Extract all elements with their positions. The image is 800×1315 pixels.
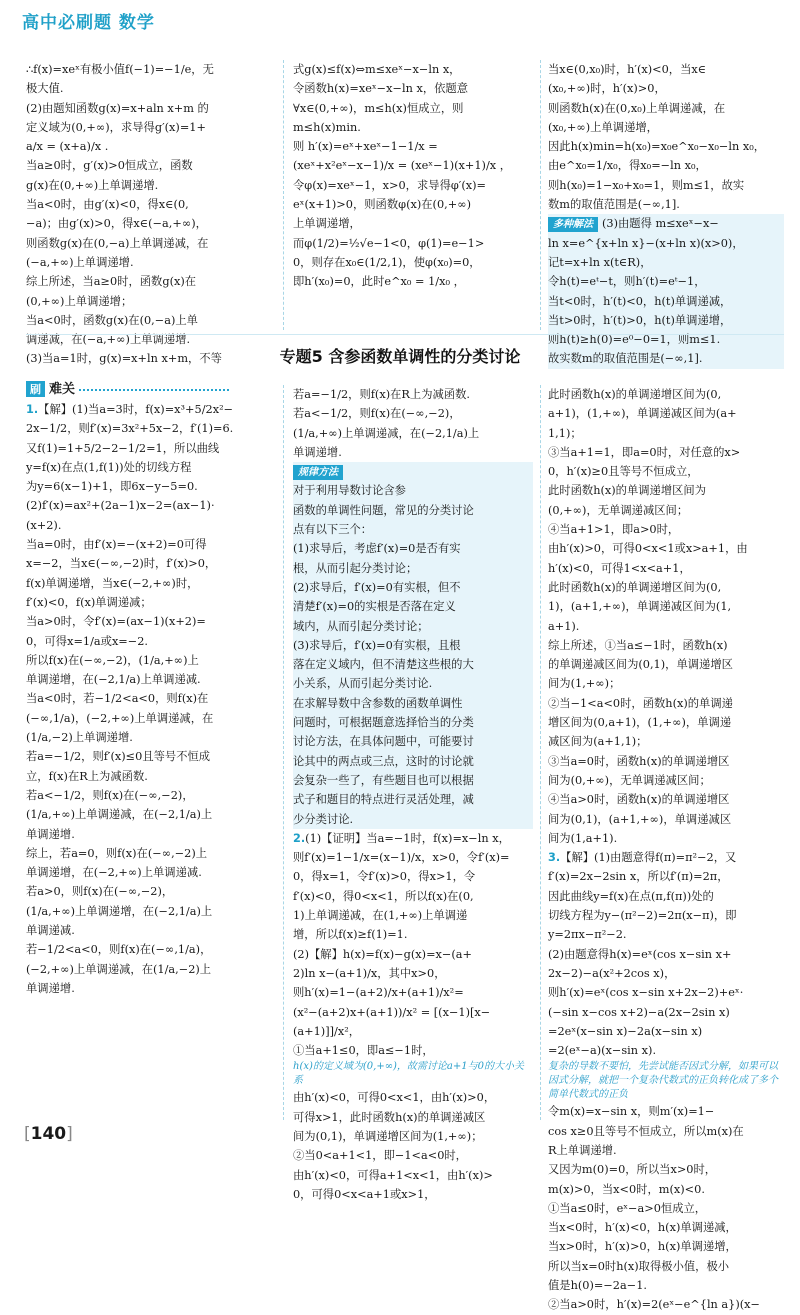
hard-label-text: 难关 xyxy=(49,382,76,397)
text-line: 点有以下三个： xyxy=(293,523,373,537)
question-number: 2. xyxy=(293,831,306,845)
text-line: 为y=6(x−1)+1，即6x−y−5=0. xyxy=(26,480,198,494)
text-line: (1/a,+∞)上单调递减，在(−2,1/a)上 xyxy=(26,808,213,822)
text-line: (0,+∞)上单调递增； xyxy=(26,294,133,308)
text-line: 单调递增. xyxy=(26,981,75,995)
text-line: (2)求导后，f′(x)=0有实根，但不 xyxy=(293,580,461,594)
text-line: (−2,+∞)上单调递减，在(1/a,−2)上 xyxy=(26,962,212,976)
text-line: 则h(t)≥h(0)=e⁰−0=1，则m≤1. xyxy=(548,333,721,347)
text-line: 0，可得0<x<a+1或x>1， xyxy=(293,1187,436,1201)
text-line: 此时函数h(x)的单调递增区间为 xyxy=(548,484,707,498)
text-line: 根，从而引起分类讨论； xyxy=(293,561,418,575)
text-line: (x²−(a+2)x+(a+1))/x² = [(x−1)[x−(a+1)]]/x²， xyxy=(293,1005,491,1038)
tip-note: 复杂的导数不要怕，先尝试能否因式分解，如果可以因式分解，就把一个复杂代数式的正负转化成了多个简单代数式的正负 xyxy=(548,1061,778,1101)
text-line: 单调递增. xyxy=(26,827,75,841)
text-line: f′(x)=2x−2sin x，所以f′(π)=2π， xyxy=(548,870,729,884)
question-number: 1. xyxy=(26,403,39,416)
text-line: 当a=0时，由f′(x)=−(x+2)=0可得 xyxy=(26,538,207,552)
text-line: 上单调递增， xyxy=(293,217,361,231)
text-line: (2)f′(x)=ax²+(2a−1)x−2=(ax−1)· xyxy=(26,499,215,513)
text-line: 可得x>1，此时函数h(x)的单调递减区 xyxy=(293,1110,486,1124)
text-line: 当x>0时，h′(x)>0，h(x)单调递增， xyxy=(548,1240,737,1254)
text-line: 0，得x=1，令f′(x)>0，得x>1，令 xyxy=(293,870,476,884)
text-line: 则函数g(x)在(0,−a)上单调递减，在 xyxy=(26,236,209,250)
column-divider xyxy=(540,385,541,1120)
text-line: 则f′(x)=1−1/x=(x−1)/x，x>0，令f′(x)= xyxy=(293,851,510,865)
text-line: 0，则存在x₀∈(1/2,1)，使φ(x₀)=0， xyxy=(293,255,481,269)
text-line: =2eˣ(x−sin x)−2a(x−sin x) xyxy=(548,1024,703,1038)
text-line: m(x)>0，当x<0时，m(x)<0. xyxy=(548,1182,705,1196)
text-line: 又因为m(0)=0，所以当x>0时， xyxy=(548,1163,717,1177)
text-line: f′(x)<0，f(x)单调递减； xyxy=(26,595,152,609)
text-line: (xeˣ+x²eˣ−x−1)/x = (xeˣ−1)(x+1)/x ， xyxy=(293,159,512,173)
text-line: 则函数h(x)在(0,x₀)上单调递减，在 xyxy=(548,101,726,115)
hard-label-mark: 刷 xyxy=(26,381,45,397)
text-line: 则h′(x)=1−(a+2)/x+(a+1)/x²= xyxy=(293,986,464,1000)
text-line: −a)；由g′(x)>0，得x∈(−a,+∞)， xyxy=(26,217,207,231)
text-line: (2)由题知函数g(x)=x+aln x+m 的 xyxy=(26,101,209,115)
text-line: 增区间为(0,a+1)，(1,+∞)，单调递 xyxy=(548,716,732,730)
hard-label xyxy=(26,378,229,397)
text-line: (−a,+∞)上单调递增. xyxy=(26,255,134,269)
text-line: 值是h(0)=−2a−1. xyxy=(548,1279,647,1293)
text-line: 2x−1/2，则f′(x)=3x²+5x−2，f′(1)=6. xyxy=(26,422,234,436)
text-line: (−∞,1/a)，(−2,+∞)上单调递减，在 xyxy=(26,711,214,725)
text-line: 0，h′(x)≥0且等号不恒成立， xyxy=(548,465,699,479)
tip-note: h(x)的定义域为(0,+∞)，故需讨论a+1与0的大小关系 xyxy=(293,1061,525,1087)
text-line: a/x = (x+a)/x . xyxy=(26,140,109,154)
page-number-value: 140 xyxy=(30,1124,67,1144)
text-line: ∴f(x)=xeˣ有极小值f(−1)=−1/e，无 xyxy=(26,63,214,76)
text-line: 清楚f′(x)=0的实根是否落在定义 xyxy=(293,600,456,614)
text-line: 当a<0时，函数g(x)在(0,−a)上单 xyxy=(26,313,198,327)
method-box xyxy=(293,462,533,829)
text-line: ln x=e^{x+ln x}−(x+ln x)(x>0)， xyxy=(548,236,744,250)
text-line: 式g(x)≤f(x)⇔m≤xeˣ−x−ln x， xyxy=(293,63,461,76)
text-line: 对于利用导数讨论含参 xyxy=(293,484,406,498)
text-line: eˣ(x+1)>0，则函数φ(x)在(0,+∞) xyxy=(293,198,472,212)
text-line: 记t=x+ln x(t∈R)， xyxy=(548,255,652,269)
section-title: 专题5 含参函数单调性的分类讨论 xyxy=(279,347,521,366)
text-line: 由h′(x)>0，可得0<x<1或x>a+1，由 xyxy=(548,542,748,556)
text-line: 由e^x₀=1/x₀，得x₀=−ln x₀， xyxy=(548,159,707,173)
text-line: 小关系，从而引起分类讨论. xyxy=(293,677,433,691)
text-line: 间为(0,+∞)，无单调递减区间； xyxy=(548,773,711,787)
text-line: 间为(1,a+1). xyxy=(548,831,618,845)
multi-solution-tag: 多种解法 xyxy=(548,217,598,232)
text-line: 当a>0时，令f′(x)=(ax−1)(x+2)= xyxy=(26,615,206,629)
text-line: 当x∈(0,x₀)时，h′(x)<0，当x∈ xyxy=(548,63,707,76)
text-line: ③当a=0时，函数h(x)的单调递增区 xyxy=(548,754,730,768)
text-line: 此时函数h(x)的单调递增区间为(0, xyxy=(548,388,722,401)
text-line: ④当a>0时，函数h(x)的单调递增区 xyxy=(548,793,730,807)
text-line: R上单调递增. xyxy=(548,1143,617,1157)
text-line: (3)求导后，f′(x)=0有实根，且根 xyxy=(293,638,461,652)
text-line: (3)当a=1时，g(x)=x+ln x+m，不等 xyxy=(26,352,222,366)
text-line: 令φ(x)=xeˣ−1，x>0，求导得φ′(x)= xyxy=(293,178,486,192)
text-line: 若a=−1/2，则f′(x)≤0且等号不恒成 xyxy=(26,750,211,764)
text-line: 则h(x₀)=1−x₀+x₀=1，则m≤1，故实 xyxy=(548,178,745,192)
text-line: 则h′(x)=eˣ(cos x−sin x+2x−2)+eˣ· xyxy=(548,986,744,1000)
text-line: cos x≥0且等号不恒成立，所以m(x)在 xyxy=(548,1124,744,1138)
text-line: (x₀,+∞)上单调递增， xyxy=(548,120,658,134)
top-column-1 xyxy=(26,60,274,369)
text-line: ③当a+1=1，即a=0时，对任意的x> xyxy=(548,445,741,459)
text-line: 若−1/2<a<0，则f(x)在(−∞,1/a)， xyxy=(26,943,212,957)
text-line: 若a<−1/2，则f(x)在(−∞,−2)， xyxy=(26,788,194,802)
text-line: 间为(0,1)，单调递增区间为(1,+∞)； xyxy=(293,1129,483,1143)
text-line: 单调递增. xyxy=(293,445,342,459)
text-line: 故实数m的取值范围是(−∞,1]. xyxy=(548,352,703,366)
text-line: ∀x∈(0,+∞)，m≤h(x)恒成立，则 xyxy=(293,101,464,115)
text-line: 1)，(a+1,+∞)，单调递减区间为(1, xyxy=(548,600,732,614)
text-line: ②当a>0时，h′(x)=2(eˣ−e^{ln a})(x− xyxy=(548,1298,760,1312)
text-line: 间为(1,+∞)； xyxy=(548,677,621,691)
text-line: 域内，从而引起分类讨论； xyxy=(293,619,429,633)
text-line: (1)求导后，考虑f′(x)=0是否有实 xyxy=(293,542,461,556)
text-line: 调递减，在(−a,+∞)上单调递增. xyxy=(26,333,191,347)
text-line: 若a<−1/2，则f(x)在(−∞,−2)， xyxy=(293,407,461,421)
text-line: 而φ(1/2)=½√e−1<0，φ(1)=e−1> xyxy=(293,236,485,250)
text-line: 3.【解】(1)由题意得f(π)=π²−2，又 xyxy=(548,851,737,865)
text-line: 数m的取值范围是(−∞,1]. xyxy=(548,198,680,212)
text-line: 讨论方法，在具体问题中，可能要讨 xyxy=(293,735,474,749)
text-line: 因此h(x)min=h(x₀)=x₀e^x₀−x₀−ln x₀， xyxy=(548,140,766,154)
multi-solution-text: (3)由题得 m≤xeˣ−x− xyxy=(602,217,719,231)
text-line: 由h′(x)<0，可得a+1<x<1，由h′(x)> xyxy=(293,1168,493,1182)
text-line: (x+2). xyxy=(26,518,62,532)
text-line: 综上所述，①当a≤−1时，函数h(x) xyxy=(548,638,728,652)
text-line: 2)ln x−(a+1)/x，其中x>0， xyxy=(293,966,446,980)
text-line: h′(x)<0，可得1<x<a+1， xyxy=(548,561,691,575)
text-line: (1/a,−2)上单调递增. xyxy=(26,731,133,745)
text-line: 问题时，可根据题意选择恰当的分类 xyxy=(293,716,474,730)
text-line: ④当a+1>1，即a>0时， xyxy=(548,523,680,537)
section-divider xyxy=(26,334,784,335)
text-line: 所以当x=0时h(x)取得极小值，极小 xyxy=(548,1259,730,1273)
text-line: 综上，若a=0，则f(x)在(−∞,−2)上 xyxy=(26,846,208,860)
text-line: y=2πx−π²−2. xyxy=(548,928,627,942)
text-line: 2.(1)【证明】当a=−1时，f(x)=x−ln x， xyxy=(293,831,510,845)
column-divider xyxy=(283,385,284,1120)
text-line: a+1). xyxy=(548,619,580,633)
column-3 xyxy=(548,385,784,1315)
text-line: 会复杂一些了，有些题目也可以根据 xyxy=(293,773,474,787)
text-line: f(x)单调递增，当x∈(−2,+∞)时， xyxy=(26,576,199,590)
text-line: 当x<0时，h′(x)<0，h(x)单调递减， xyxy=(548,1221,737,1235)
text-line: 由h′(x)<0，可得0<x<1，由h′(x)>0， xyxy=(293,1091,496,1105)
top-column-3 xyxy=(548,60,784,369)
text-line: 函数的单调性问题，常见的分类讨论 xyxy=(293,503,474,517)
text-line: g(x)在(0,+∞)上单调递增. xyxy=(26,178,159,192)
text-line: ②当0<a+1<1，即−1<a<0时， xyxy=(293,1149,467,1163)
text-line: 单调递增，在(−2,+∞)上单调递减. xyxy=(26,866,202,880)
text-line: 又f(1)=1+5/2−2−1/2=1，所以曲线 xyxy=(26,441,220,455)
text-line: (−sin x−cos x+2)−a(2x−2sin x) xyxy=(548,1005,730,1019)
column-divider xyxy=(283,60,284,330)
text-line: 令函数h(x)=xeˣ−x−ln x，依题意 xyxy=(293,82,469,96)
text-line: 所以f(x)在(−∞,−2)，(1/a,+∞)上 xyxy=(26,653,199,667)
text-line: 当t>0时，h′(t)>0，h(t)单调递增， xyxy=(548,313,732,327)
text-line: 论其中的两点或三点，这时的讨论就 xyxy=(293,754,474,768)
text-line: 少分类讨论. xyxy=(293,812,354,826)
text-line: (1/a,+∞)上单调递减，在(−2,1/a)上 xyxy=(293,426,480,440)
text-line: 单调递增，在(−2,1/a)上单调递减. xyxy=(26,673,201,687)
text-line: f′(x)<0，得0<x<1，所以f(x)在(0, xyxy=(293,889,474,903)
text-line: 令m(x)=x−sin x，则m′(x)=1− xyxy=(548,1105,715,1119)
text-line: 当t<0时，h′(t)<0，h(t)单调递减， xyxy=(548,294,732,308)
text-line: 落在定义域内，但不清楚这些根的大 xyxy=(293,658,474,672)
text-line: (x₀,+∞)时，h′(x)>0， xyxy=(548,82,666,96)
text-line: 增，所以f(x)≥f(1)=1. xyxy=(293,928,408,942)
text-line: ①当a≤0时，eˣ−a>0恒成立， xyxy=(548,1201,707,1215)
text-line: 则 h′(x)=eˣ+xeˣ−1−1/x = xyxy=(293,140,438,154)
text-line: 此时函数h(x)的单调递增区间为(0, xyxy=(548,580,722,594)
column-divider xyxy=(540,60,541,330)
text-line: 式子和题目的特点进行灵活处理，减 xyxy=(293,793,474,807)
text-line: 综上所述，当a≥0时，函数g(x)在 xyxy=(26,275,197,289)
text-line: 2x−2)−a(x²+2cos x)， xyxy=(548,966,676,980)
text-line: 当a≥0时，g′(x)>0恒成立，函数 xyxy=(26,159,193,173)
text-line: 1.【解】(1)当a=3时，f(x)=x³+5/2x²− xyxy=(26,403,234,416)
text-line: 1,1)； xyxy=(548,426,582,440)
text-line: 令h(t)=eᵗ−t，则h′(t)=eᵗ−1， xyxy=(548,275,706,289)
text-line: 即h′(x₀)=0，此时e^x₀ = 1/x₀ ， xyxy=(293,275,465,289)
text-line: 立，f(x)在R上为减函数. xyxy=(26,769,148,783)
text-line: 当a<0时，由g′(x)<0，得x∈(0, xyxy=(26,198,189,212)
text-line: (2)【解】h(x)=f(x)−g(x)=x−(a+ xyxy=(293,947,472,961)
text-line: (2)由题意得h(x)=eˣ(cos x−sin x+ xyxy=(548,947,732,961)
text-line: ①当a+1≤0，即a≤−1时， xyxy=(293,1044,434,1058)
text-line: 当a<0时，若−1/2<a<0，则f(x)在 xyxy=(26,692,209,706)
question-number: 3. xyxy=(548,851,561,865)
text-line: a+1)，(1,+∞)，单调递减区间为(a+ xyxy=(548,407,737,421)
text-line: m≤h(x)min. xyxy=(293,120,361,134)
column-1 xyxy=(26,400,274,998)
text-line: =2(eˣ−a)(x−sin x). xyxy=(548,1044,657,1058)
text-line: 在求解导数中含参数的函数单调性 xyxy=(293,696,463,710)
text-line: y=f(x)在点(1,f(1))处的切线方程 xyxy=(26,460,192,474)
text-line: ②当−1<a<0时，函数h(x)的单调递 xyxy=(548,696,733,710)
text-line: 切线方程为y−(π²−2)=2π(x−π)，即 xyxy=(548,909,737,923)
text-line: 定义域为(0,+∞)，求导得g′(x)=1+ xyxy=(26,120,206,134)
column-2 xyxy=(293,385,533,1204)
text-line: 间为(0,1)，(a+1,+∞)，单调递减区 xyxy=(548,812,732,826)
text-line: 若a=−1/2，则f(x)在R上为减函数. xyxy=(293,388,470,401)
text-line: (0,+∞)，无单调递减区间； xyxy=(548,503,689,517)
text-line: 0，可得x=1/a或x=−2. xyxy=(26,634,149,648)
text-line: 减区间为(a+1,1)； xyxy=(548,735,648,749)
method-tag: 规律方法 xyxy=(293,465,343,480)
header-title: 高中必刷题 数学 xyxy=(22,13,155,33)
text-line: 1)上单调递减，在(1,+∞)上单调递 xyxy=(293,909,468,923)
text-line: (1/a,+∞)上单调递增，在(−2,1/a)上 xyxy=(26,904,213,918)
text-line: 因此曲线y=f(x)在点(π,f(π))处的 xyxy=(548,889,714,903)
text-line: 单调递减. xyxy=(26,924,75,938)
text-line: x=−2，当x∈(−∞,−2)时，f′(x)>0， xyxy=(26,557,217,571)
page-number: [140] xyxy=(24,1124,73,1144)
text-line: 的单调递减区间为(0,1)，单调递增区 xyxy=(548,658,733,672)
top-column-2 xyxy=(293,60,533,292)
text-line: 若a>0，则f(x)在(−∞,−2)， xyxy=(26,885,174,899)
text-line: 极大值. xyxy=(26,82,64,96)
